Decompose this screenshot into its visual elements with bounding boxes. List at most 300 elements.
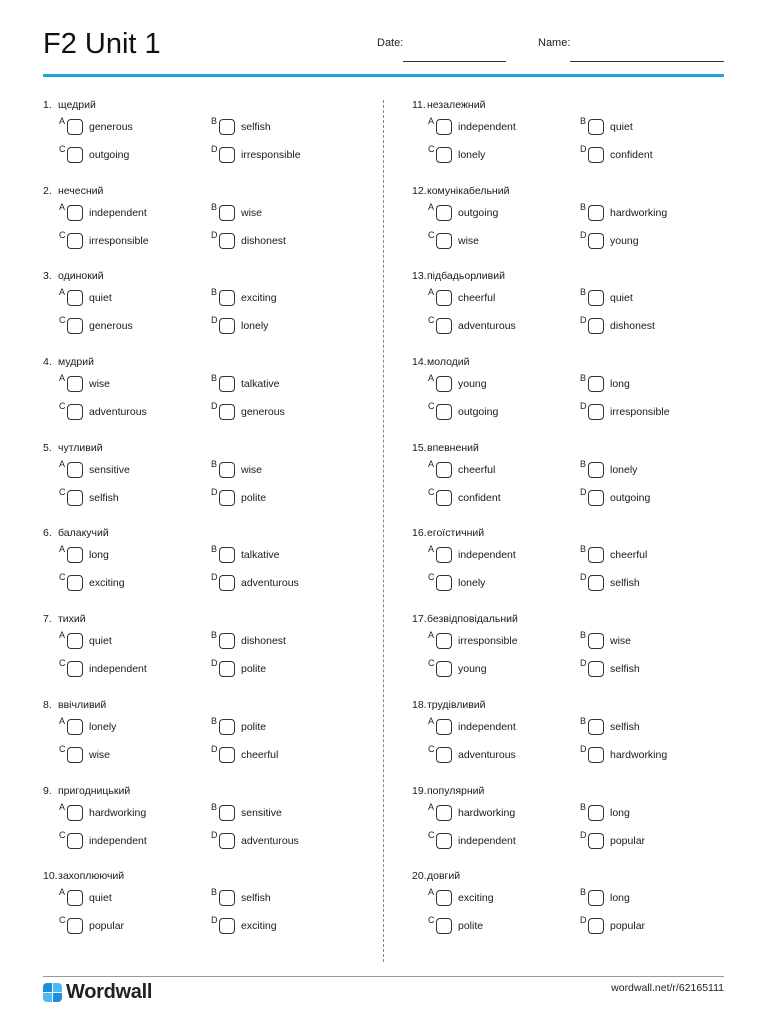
question-item [43, 353, 373, 439]
answer-option-a[interactable] [428, 287, 578, 310]
answer-option-b[interactable] [211, 287, 361, 310]
option-text: adventurous [458, 748, 516, 761]
option-text: quiet [89, 635, 112, 648]
option-letter: C [428, 915, 435, 926]
answer-option-d[interactable] [211, 229, 361, 253]
answer-checkbox[interactable] [436, 661, 452, 677]
answer-option-a[interactable] [59, 458, 209, 482]
answer-checkbox[interactable] [219, 547, 235, 563]
option-letter: C [428, 572, 435, 583]
question-number: 4. [43, 356, 52, 369]
column-divider [383, 100, 384, 962]
answer-checkbox[interactable] [219, 661, 235, 677]
question-word: трудівливий [427, 698, 486, 711]
question-item [43, 782, 373, 868]
answer-option-c[interactable] [428, 658, 578, 681]
answer-option-a[interactable] [428, 887, 578, 910]
answer-option-b[interactable] [580, 201, 730, 225]
option-text: quiet [610, 121, 633, 133]
answer-checkbox[interactable] [219, 747, 235, 763]
question-number: 3. [43, 270, 52, 283]
option-text: wise [89, 748, 111, 761]
answer-checkbox[interactable] [436, 747, 452, 763]
option-letter: B [211, 116, 218, 126]
question-prompt [43, 269, 104, 283]
option-text: generous [89, 121, 133, 133]
option-text: sensitive [89, 463, 130, 476]
option-letter: C [428, 401, 435, 412]
answer-option-b[interactable] [580, 458, 730, 482]
answer-option-b[interactable] [580, 715, 730, 739]
option-letter: C [428, 315, 435, 326]
answer-option-c[interactable] [59, 144, 209, 167]
answer-option-c[interactable] [428, 486, 578, 510]
answer-checkbox[interactable] [436, 462, 452, 478]
option-letter: C [59, 829, 66, 840]
answer-option-b[interactable] [580, 544, 730, 567]
question-word: мудрий [58, 356, 94, 369]
wordwall-logo-icon [43, 983, 62, 1002]
answer-option-a[interactable] [428, 801, 578, 825]
answer-option-d[interactable] [211, 315, 361, 338]
header-rule [43, 74, 724, 77]
answer-checkbox[interactable] [588, 890, 604, 906]
answer-checkbox[interactable] [588, 633, 604, 649]
answer-option-b[interactable] [211, 458, 361, 482]
answer-checkbox[interactable] [219, 147, 235, 163]
answer-checkbox[interactable] [436, 890, 452, 906]
answer-option-b[interactable] [580, 630, 730, 653]
answer-checkbox[interactable] [588, 490, 604, 506]
answer-option-c[interactable] [428, 144, 578, 167]
option-text: young [458, 663, 487, 676]
option-text: selfish [241, 121, 271, 133]
option-letter: B [211, 201, 218, 212]
answer-option-c[interactable] [428, 229, 578, 253]
question-item [412, 696, 742, 782]
questions-column-left [43, 96, 373, 953]
answer-option-a[interactable] [428, 201, 578, 225]
option-letter: C [59, 144, 66, 154]
answer-checkbox[interactable] [436, 633, 452, 649]
answer-option-b[interactable] [211, 116, 361, 139]
answer-checkbox[interactable] [588, 119, 604, 135]
answer-checkbox[interactable] [436, 147, 452, 163]
answer-option-b[interactable] [211, 373, 361, 396]
answer-checkbox[interactable] [67, 633, 83, 649]
answer-checkbox[interactable] [588, 205, 604, 221]
answer-option-d[interactable] [211, 572, 361, 595]
answer-checkbox[interactable] [436, 376, 452, 392]
option-text: dishonest [241, 635, 286, 648]
option-text: cheerful [610, 549, 648, 562]
question-number: 8. [43, 698, 52, 711]
question-number: 15. [412, 441, 427, 454]
option-text: dishonest [241, 234, 286, 247]
answer-option-a[interactable] [59, 201, 209, 225]
option-text: quiet [89, 892, 112, 905]
option-text: polite [241, 720, 267, 733]
answer-option-a[interactable] [428, 373, 578, 396]
answer-option-b[interactable] [211, 801, 361, 825]
answer-checkbox[interactable] [67, 575, 83, 591]
question-item [412, 782, 742, 868]
option-letter: A [428, 630, 435, 641]
answer-checkbox[interactable] [219, 575, 235, 591]
date-field[interactable] [403, 61, 506, 62]
answer-checkbox[interactable] [219, 490, 235, 506]
answer-option-a[interactable] [428, 116, 578, 139]
answer-checkbox[interactable] [67, 661, 83, 677]
answer-option-a[interactable] [59, 801, 209, 825]
option-letter: B [580, 458, 587, 469]
answer-option-c[interactable] [59, 229, 209, 253]
option-text: long [610, 378, 630, 391]
answer-option-d[interactable] [211, 829, 361, 853]
option-letter: A [428, 887, 435, 898]
option-text: independent [89, 834, 147, 847]
answer-option-d[interactable] [580, 915, 730, 938]
answer-option-d[interactable] [580, 229, 730, 253]
answer-option-b[interactable] [580, 116, 730, 139]
answer-checkbox[interactable] [219, 918, 235, 934]
answer-checkbox[interactable] [436, 918, 452, 934]
question-prompt [412, 526, 484, 540]
option-letter: A [428, 116, 435, 126]
answer-option-c[interactable] [59, 315, 209, 338]
option-letter: D [580, 144, 587, 154]
answer-checkbox[interactable] [67, 119, 83, 135]
footer-rule [43, 976, 724, 977]
option-letter: D [580, 229, 587, 240]
answer-checkbox[interactable] [67, 719, 83, 735]
option-letter: B [211, 287, 218, 298]
question-number: 11. [412, 99, 426, 111]
answer-option-b[interactable] [211, 630, 361, 653]
answer-checkbox[interactable] [219, 719, 235, 735]
answer-option-a[interactable] [59, 887, 209, 910]
question-prompt [412, 869, 460, 883]
answer-checkbox[interactable] [67, 205, 83, 221]
question-word: щедрий [58, 99, 96, 111]
answer-option-d[interactable] [580, 572, 730, 595]
answer-option-a[interactable] [428, 544, 578, 567]
answer-checkbox[interactable] [67, 747, 83, 763]
answer-checkbox[interactable] [67, 805, 83, 821]
answer-checkbox[interactable] [67, 233, 83, 249]
answer-checkbox[interactable] [588, 147, 604, 163]
answer-checkbox[interactable] [436, 490, 452, 506]
answer-checkbox[interactable] [436, 719, 452, 735]
question-word: молодий [427, 356, 470, 369]
answer-option-a[interactable] [59, 287, 209, 310]
answer-checkbox[interactable] [436, 404, 452, 420]
question-number: 16. [412, 527, 427, 540]
answer-checkbox[interactable] [436, 547, 452, 563]
option-letter: B [580, 201, 587, 212]
option-letter: A [59, 201, 66, 212]
answer-option-c[interactable] [59, 915, 209, 938]
answer-checkbox[interactable] [588, 318, 604, 334]
question-item [412, 524, 742, 610]
answer-option-b[interactable] [211, 715, 361, 739]
answer-option-a[interactable] [59, 630, 209, 653]
answer-checkbox[interactable] [436, 119, 452, 135]
answer-checkbox[interactable] [436, 805, 452, 821]
answer-checkbox[interactable] [436, 233, 452, 249]
answer-checkbox[interactable] [588, 661, 604, 677]
option-text: popular [610, 920, 646, 933]
question-item [412, 867, 742, 953]
option-text: independent [89, 206, 147, 219]
answer-option-b[interactable] [211, 544, 361, 567]
question-prompt [412, 784, 484, 798]
answer-option-d[interactable] [580, 144, 730, 167]
option-text: quiet [610, 292, 633, 305]
answer-option-a[interactable] [59, 544, 209, 567]
answer-option-c[interactable] [59, 572, 209, 595]
question-word: довгий [427, 870, 461, 883]
option-letter: B [580, 715, 587, 726]
answer-checkbox[interactable] [67, 462, 83, 478]
answer-checkbox[interactable] [436, 575, 452, 591]
answer-checkbox[interactable] [219, 462, 235, 478]
option-text: selfish [89, 491, 119, 504]
answer-option-a[interactable] [428, 630, 578, 653]
answer-option-c[interactable] [59, 829, 209, 853]
answer-option-c[interactable] [428, 915, 578, 938]
option-text: exciting [458, 892, 494, 905]
option-text: adventurous [241, 834, 299, 847]
answer-checkbox[interactable] [67, 833, 83, 849]
option-text: sensitive [241, 806, 282, 819]
question-prompt [43, 612, 86, 626]
answer-option-d[interactable] [580, 486, 730, 510]
questions-column-right [412, 96, 742, 953]
option-text: cheerful [458, 292, 496, 305]
option-text: independent [458, 121, 516, 133]
answer-option-d[interactable] [580, 658, 730, 681]
answer-checkbox[interactable] [219, 805, 235, 821]
answer-option-b[interactable] [211, 201, 361, 225]
answer-checkbox[interactable] [588, 918, 604, 934]
question-prompt [412, 184, 509, 198]
option-letter: A [59, 715, 66, 726]
answer-option-d[interactable] [211, 658, 361, 681]
option-letter: A [428, 373, 435, 384]
answer-option-c[interactable] [59, 658, 209, 681]
answer-checkbox[interactable] [67, 490, 83, 506]
question-word: впевнений [427, 441, 479, 454]
option-text: exciting [241, 292, 277, 305]
option-text: long [610, 892, 630, 905]
question-prompt [43, 441, 103, 455]
answer-option-c[interactable] [59, 743, 209, 767]
answer-option-a[interactable] [59, 116, 209, 139]
answer-checkbox[interactable] [219, 290, 235, 306]
answer-checkbox[interactable] [67, 290, 83, 306]
option-letter: B [211, 544, 218, 555]
answer-option-d[interactable] [580, 315, 730, 338]
answer-checkbox[interactable] [219, 890, 235, 906]
answer-checkbox[interactable] [219, 119, 235, 135]
answer-checkbox[interactable] [219, 376, 235, 392]
option-letter: D [580, 315, 587, 326]
answer-checkbox[interactable] [588, 833, 604, 849]
answer-checkbox[interactable] [588, 462, 604, 478]
answer-checkbox[interactable] [219, 833, 235, 849]
answer-option-c[interactable] [428, 829, 578, 853]
option-letter: C [428, 144, 435, 154]
option-letter: D [211, 829, 218, 840]
option-letter: A [428, 201, 435, 212]
question-number: 5. [43, 441, 52, 454]
answer-checkbox[interactable] [588, 233, 604, 249]
answer-option-c[interactable] [428, 401, 578, 424]
option-letter: C [428, 658, 435, 669]
answer-option-a[interactable] [428, 715, 578, 739]
option-text: lonely [241, 320, 269, 333]
question-prompt [412, 269, 505, 283]
answer-checkbox[interactable] [588, 404, 604, 420]
answer-checkbox[interactable] [219, 318, 235, 334]
answer-checkbox[interactable] [219, 233, 235, 249]
answer-checkbox[interactable] [67, 318, 83, 334]
option-letter: A [59, 287, 66, 298]
option-letter: D [580, 915, 587, 926]
footer-url: wordwall.net/r/62165111 [611, 982, 724, 994]
option-letter: A [428, 287, 435, 298]
option-letter: A [59, 116, 66, 126]
answer-option-d[interactable] [211, 486, 361, 510]
answer-checkbox[interactable] [588, 719, 604, 735]
option-letter: A [428, 544, 435, 555]
answer-option-d[interactable] [211, 401, 361, 424]
option-letter: D [580, 572, 587, 583]
answer-option-b[interactable] [580, 287, 730, 310]
option-letter: B [211, 458, 218, 469]
option-text: outgoing [89, 149, 130, 161]
option-text: generous [89, 320, 133, 333]
answer-checkbox[interactable] [588, 805, 604, 821]
answer-checkbox[interactable] [219, 633, 235, 649]
answer-checkbox[interactable] [588, 575, 604, 591]
question-prompt [43, 526, 109, 540]
option-letter: A [59, 801, 66, 812]
option-text: popular [89, 920, 125, 933]
answer-checkbox[interactable] [436, 205, 452, 221]
question-item [43, 182, 373, 268]
answer-checkbox[interactable] [219, 205, 235, 221]
option-text: irresponsible [610, 406, 670, 419]
answer-checkbox[interactable] [67, 547, 83, 563]
option-letter: C [59, 315, 66, 326]
wordwall-logo [43, 981, 152, 1003]
option-text: selfish [610, 577, 640, 590]
answer-option-d[interactable] [580, 401, 730, 424]
answer-checkbox[interactable] [436, 290, 452, 306]
answer-checkbox[interactable] [588, 747, 604, 763]
option-letter: A [59, 458, 66, 469]
option-text: outgoing [458, 406, 499, 419]
question-prompt [412, 441, 479, 455]
answer-option-d[interactable] [211, 743, 361, 767]
option-text: independent [458, 834, 516, 847]
answer-option-c[interactable] [59, 486, 209, 510]
question-number: 12. [412, 184, 427, 197]
question-number: 9. [43, 784, 52, 797]
answer-checkbox[interactable] [67, 890, 83, 906]
option-text: outgoing [458, 206, 499, 219]
answer-checkbox[interactable] [67, 404, 83, 420]
option-letter: C [59, 572, 66, 583]
answer-option-a[interactable] [59, 715, 209, 739]
answer-checkbox[interactable] [436, 833, 452, 849]
question-number: 13. [412, 270, 427, 283]
question-prompt [43, 869, 124, 883]
option-text: wise [241, 206, 263, 219]
answer-checkbox[interactable] [588, 547, 604, 563]
question-prompt [412, 698, 486, 712]
answer-option-d[interactable] [211, 144, 361, 167]
option-text: confident [458, 491, 501, 504]
answer-option-c[interactable] [428, 315, 578, 338]
answer-option-d[interactable] [580, 743, 730, 767]
answer-option-a[interactable] [428, 458, 578, 482]
answer-checkbox[interactable] [588, 290, 604, 306]
question-item [43, 439, 373, 525]
answer-option-d[interactable] [580, 829, 730, 853]
answer-option-b[interactable] [580, 373, 730, 396]
answer-checkbox[interactable] [219, 404, 235, 420]
answer-option-b[interactable] [580, 801, 730, 825]
answer-option-d[interactable] [211, 915, 361, 938]
answer-checkbox[interactable] [67, 147, 83, 163]
answer-option-c[interactable] [428, 743, 578, 767]
option-letter: C [59, 658, 66, 669]
answer-option-b[interactable] [211, 887, 361, 910]
option-text: confident [610, 149, 653, 161]
answer-checkbox[interactable] [588, 376, 604, 392]
option-letter: D [211, 486, 218, 497]
brand-name: Wordwall [66, 980, 153, 1003]
option-letter: A [59, 544, 66, 555]
answer-option-c[interactable] [59, 401, 209, 424]
option-text: cheerful [241, 748, 279, 761]
option-letter: C [428, 486, 435, 497]
name-field[interactable] [570, 61, 724, 62]
question-prompt [412, 612, 518, 626]
option-text: wise [89, 378, 111, 391]
question-item [43, 867, 373, 953]
option-letter: D [580, 486, 587, 497]
option-letter: A [428, 801, 435, 812]
question-prompt [412, 355, 470, 369]
answer-checkbox[interactable] [67, 918, 83, 934]
question-item [412, 439, 742, 525]
option-text: polite [241, 663, 267, 676]
answer-checkbox[interactable] [436, 318, 452, 334]
option-letter: D [580, 658, 587, 669]
answer-checkbox[interactable] [67, 376, 83, 392]
answer-option-a[interactable] [59, 373, 209, 396]
option-letter: B [580, 116, 587, 126]
option-letter: B [580, 801, 587, 812]
option-text: hardworking [458, 806, 516, 819]
answer-option-b[interactable] [580, 887, 730, 910]
option-text: hardworking [610, 206, 668, 219]
answer-option-c[interactable] [428, 572, 578, 595]
